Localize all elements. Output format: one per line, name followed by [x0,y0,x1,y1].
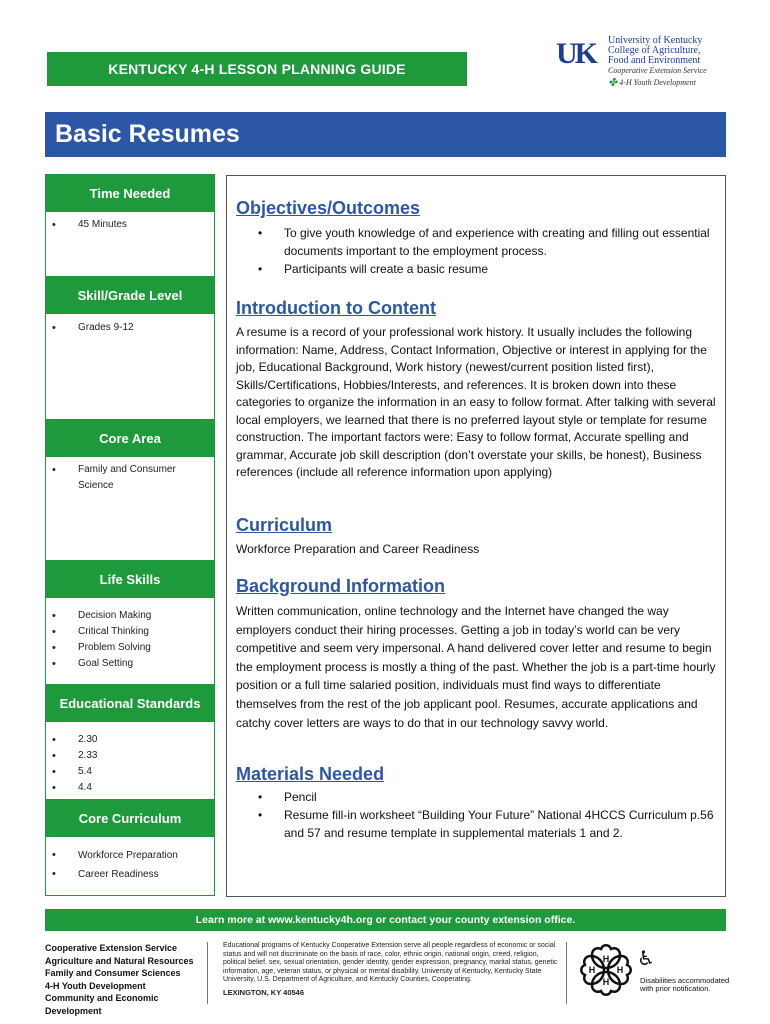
sidebar-heading-life-skills [45,560,215,598]
objectives-list [258,224,718,278]
footer-program-line: Community and Economic Development [45,993,159,1016]
footer-bar [45,909,726,931]
sidebar-heading-text: Educational Standards [59,695,201,711]
disclaimer-text: Educational programs of Kentucky Cooperative Extension serve all people regardless of economic or social status and will not discriminate on the basis of race, color, ethnic origin, national origin, creed, religion, political belief, sex, sexual orientation, gender identity, gender expression, pregnancy, marital status, genetic information, age, veteran status, or physical or mental disability. University of Kentucky, Kentucky State University, U.S. Department of Agriculture, and Kentucky Counties, Cooperating. [223,942,558,984]
background-heading: Background Information [236,576,446,596]
list-item: • 2.30 [52,732,212,748]
sidebar-heading-core-curriculum [45,799,215,837]
list-item: • Resume fill-in worksheet “Building Your Future” National 4HCCS Curriculum p.56 and 57 and resume template in supplemental materials 1 and 2. [258,806,718,842]
guide-banner [47,52,467,86]
list-item: • Family and Consumer Science [52,462,188,494]
wheelchair-icon: ♿ [637,948,655,970]
logo-line-4: Cooperative Extension Service [608,66,707,75]
list-item: • Participants will create a basic resume [258,260,718,278]
list-item: • Grades 9-12 [52,320,212,336]
sidebar-heading-text: Core Area [99,430,161,446]
list-item: • 45 Minutes [52,217,212,233]
list-item: • Workforce Preparation [52,846,212,865]
time-needed-list [52,217,212,233]
curriculum-heading: Curriculum [236,515,333,535]
footer-divider [566,942,567,1004]
list-item: • 4.4 [52,780,212,796]
introduction-text: A resume is a record of your professional work history. It usually includes the following information: Name, Address, Contact Information, Objective or interest in applying for the job, Educational Background, Work history (newest/current position listed first), Skills/Certifications, Hobbies/Interests, and references. It is broken down into these categories to organize the information in an easy to follow format. After talking with several local employers, we learned that there is no preferred layout style or template for resume construction. The important factors were: Easy to follow format, Accurate spelling and grammar, Accurate job skill description (don’t overstate your skills, be honest), Business references (include all reference information upon applying) [236,325,716,479]
sidebar-heading-text: Life Skills [99,571,161,587]
logo-line-5: 4-H Youth Development [619,78,696,87]
curriculum-text: Workforce Preparation and Career Readiness [236,542,480,556]
introduction-heading: Introduction to Content [236,298,436,318]
guide-title: KENTUCKY 4-H LESSON PLANNING GUIDE [108,61,406,77]
footer-program-line: Cooperative Extension Service [45,943,178,953]
list-item: • Critical Thinking [52,624,212,640]
sidebar-heading-time [45,174,215,212]
list-item: • Pencil [258,788,718,806]
footer-bar-text: Learn more at www.kentucky4h.org or contact your county extension office. [195,914,576,926]
logo-line-2: College of Agriculture, [608,45,701,56]
page-title-bar [45,112,726,157]
sidebar-heading-skill [45,276,215,314]
background-text: Written communication, online technology and the Internet have changed the way employers conduct their hiring processes. Getting a job in today’s world can be very competitive and seem very impersonal. A hand delivered cover letter and resume to begin the employment process is mostly a thing of the past. Whether the job is a part-time hourly position or a full time salaried position, individuals must find ways to differentiate themselves from the rest of the job applicant pool. Resumes, accurate applications and catchy cover letters are ways to do that in our technology savvy world. [236,604,716,730]
svg-text:H: H [602,977,610,987]
sidebar-heading-text: Time Needed [89,185,171,201]
svg-text:H: H [616,965,624,975]
materials-heading: Materials Needed [236,764,385,784]
page-title: Basic Resumes [55,120,240,148]
skill-grade-list [52,320,212,336]
footer-program-line: Family and Consumer Sciences [45,968,181,978]
footer-disclaimer [223,942,563,998]
svg-text:H: H [588,965,596,975]
materials-list [258,788,718,842]
list-item: • To give youth knowledge of and experience with creating and filling out essential documents important to the employment process. [258,224,718,260]
sidebar-heading-core-area [45,419,215,457]
footer-program-line: 4-H Youth Development [45,980,146,991]
sidebar-heading-standards [45,684,215,722]
4h-logo-line [608,76,718,89]
life-skills-list [52,608,212,672]
objectives-heading: Objectives/Outcomes [236,198,421,218]
uk-logo-text [608,36,718,76]
uk-logo-mark: UK [556,37,595,70]
list-item: • Goal Setting [52,656,212,672]
sidebar-heading-text: Core Curriculum [78,810,182,826]
footer-program-line: Agriculture and Natural Resources [45,955,194,966]
list-item: • 2.33 [52,748,212,764]
footer-divider [207,942,208,1004]
core-area-list [52,462,212,494]
list-item: • Problem Solving [52,640,212,656]
accessibility-note: Disabilities accommodated with prior notification. [640,976,730,993]
core-curriculum-list [52,846,212,884]
clover-icon: ✤ [608,77,618,89]
4h-clover-icon [578,942,634,998]
standards-list [52,732,212,796]
svg-text:H: H [602,954,610,964]
list-item: • 5.4 [52,764,212,780]
logo-line-1: University of Kentucky [608,35,703,46]
footer-location: LEXINGTON, KY 40546 [223,987,305,997]
logo-line-3: Food and Environment [608,55,701,66]
list-item: • Decision Making [52,608,212,624]
list-item: • Career Readiness [52,865,212,884]
footer-programs [45,942,205,1017]
sidebar-heading-text: Skill/Grade Level [77,287,183,303]
